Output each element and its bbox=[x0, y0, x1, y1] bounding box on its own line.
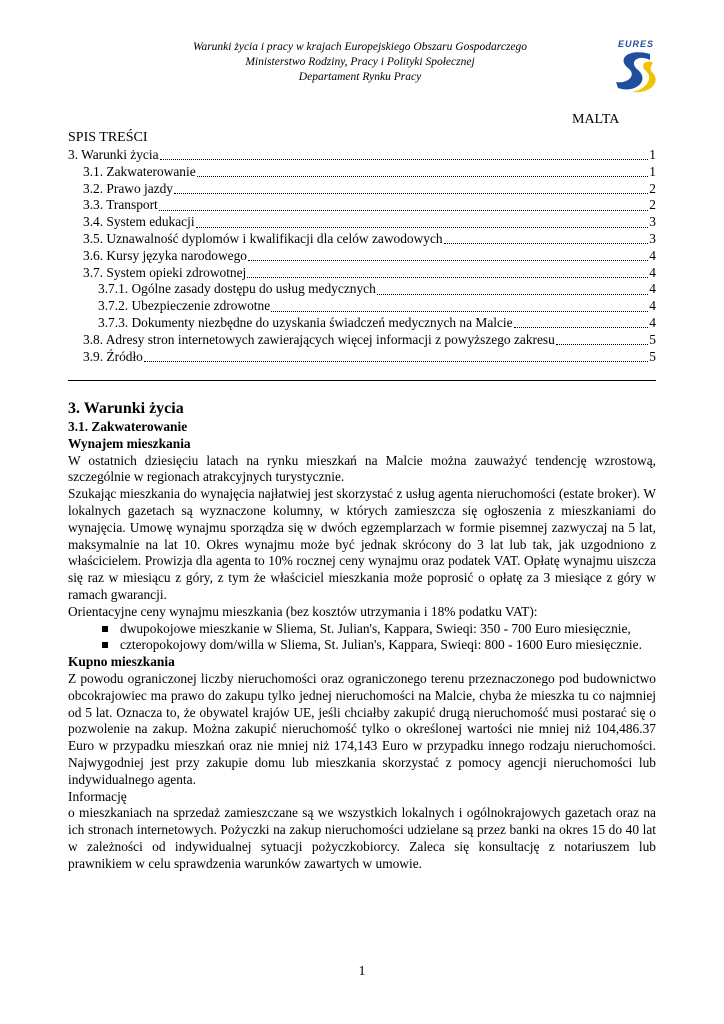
toc-leader-dots bbox=[197, 165, 649, 177]
toc-leader-dots bbox=[377, 283, 649, 295]
paragraph: Szukając mieszkania do wynajęcia najłatwiej jest skorzystać z usług agenta nieruchomości (estate broker). W lokalnych gazetach są wyznaczone kolumny, w których zamieszcza się ogłoszenia z mieszkaniami do wynajęcia. Umowę wynajmu sporządza się w dwóch egzemplarzach w formie pisemnej zazwyczaj na 5 lat, maksymalnie na lat 10. Okres wynajmu może być jednak skrócony do 3 lat lub tak, jak uzgodniono z właścicielem. Prowizja dla agenta to 10% rocznej ceny wynajmu oraz podatek VAT. Opłatę wynajmu uiszcza się raz w miesiącu z góry, z tym że właściciel mieszkania może poprosić o opłatę za 3 miesiące z góry w ramach gwarancji. bbox=[68, 486, 656, 602]
header-line-1: Warunki życia i pracy w krajach Europejskiego Obszaru Gospodarczego bbox=[192, 41, 528, 53]
svg-text:EURES: EURES bbox=[617, 39, 655, 49]
toc-entry[interactable] bbox=[68, 214, 656, 231]
toc-leader-dots bbox=[174, 182, 648, 194]
toc-leader-dots bbox=[556, 333, 648, 345]
toc-leader-dots bbox=[271, 300, 648, 312]
toc-entry[interactable] bbox=[68, 248, 656, 265]
toc-entry-label: 3.2. Prawo jazdy bbox=[83, 180, 173, 196]
toc-entry[interactable] bbox=[68, 298, 656, 315]
table-of-contents bbox=[68, 147, 656, 365]
toc-entry-page: 2 bbox=[649, 197, 656, 213]
divider bbox=[68, 380, 656, 381]
toc-entry-page: 1 bbox=[649, 147, 656, 162]
toc-entry[interactable] bbox=[68, 281, 656, 298]
toc-entry-label: 3.7.2. Ubezpieczenie zdrowotne bbox=[98, 298, 271, 314]
toc-leader-dots bbox=[144, 350, 648, 362]
price-list bbox=[68, 621, 656, 655]
toc-entry-label: 3.5. Uznawalność dyplomów i kwalifikacji dla celów zawodowych bbox=[83, 230, 443, 246]
toc-entry[interactable] bbox=[68, 349, 656, 366]
toc-entry-page: 3 bbox=[649, 214, 656, 230]
section-heading: 3. Warunki życia bbox=[68, 400, 184, 417]
toc-entry-page: 5 bbox=[649, 331, 656, 347]
toc-entry-page: 5 bbox=[649, 348, 656, 364]
toc-entry-page: 4 bbox=[649, 281, 656, 297]
toc-title: SPIS TREŚCI bbox=[68, 130, 148, 145]
toc-entry[interactable] bbox=[68, 181, 656, 198]
toc-entry-label: 3.8. Adresy stron internetowych zawierających więcej informacji z powyższego zakresu bbox=[83, 331, 555, 347]
toc-entry-label: 3.7. System opieki zdrowotnej bbox=[83, 264, 247, 280]
toc-entry[interactable] bbox=[68, 265, 656, 282]
toc-leader-dots bbox=[196, 216, 649, 228]
toc-entry-label: 3.4. System edukacji bbox=[83, 214, 195, 230]
toc-entry[interactable] bbox=[68, 197, 656, 214]
toc-entry-label: 3.7.1. Ogólne zasady dostępu do usług medycznych bbox=[98, 281, 376, 297]
toc-entry-page: 1 bbox=[649, 163, 656, 179]
toc-entry[interactable] bbox=[68, 164, 656, 181]
list-item bbox=[68, 637, 656, 654]
rent-heading: Wynajem mieszkania bbox=[68, 435, 191, 451]
list-item-text: dwupokojowe mieszkanie w Sliema, St. Julian's, Kappara, Swieqi: 350 - 700 Euro miesięcznie, bbox=[120, 620, 631, 636]
toc-entry-label: 3. Warunki życia bbox=[68, 147, 159, 162]
toc-leader-dots bbox=[247, 266, 648, 278]
paragraph: W ostatnich dziesięciu latach na rynku mieszkań na Malcie można zauważyć tendencję wzrostową, szczególnie w regionach atrakcyjnych turystycznie. bbox=[68, 452, 656, 485]
toc-entry-label: 3.6. Kursy języka narodowego bbox=[83, 247, 247, 263]
paragraph: Orientacyjne ceny wynajmu mieszkania (bez kosztów utrzymania i 18% podatku VAT): bbox=[68, 603, 538, 619]
eures-logo bbox=[610, 38, 662, 94]
paragraph: Informację bbox=[68, 788, 127, 804]
paragraph: Z powodu ograniczonej liczby nieruchomości oraz ograniczonego terenu przeznaczonego pod budownictwo obcokrajowiec ma prawo do zakupu tylko jednej nieruchomości na Malcie, chyba że mieszka tu co najmniej od 5 lat. Oznacza to, że obywatel krajów UE, jeśli chciałby zakupić drugą nieruchomość musi postarać się o pozwolenie na zakup. Można zakupić nieruchomość tylko o określonej wartości nie mniej niż 104,486.37 Euro w przypadku mieszkań oraz nie mniej niż 174,143 Euro w przypadku innego rodzaju nieruchomości. Najwygodniej jest przy zakupie domu lub mieszkania skorzystać z pomocy agencji nieruchomości lub indywidualnego agenta. bbox=[68, 670, 656, 787]
toc-entry[interactable] bbox=[68, 147, 656, 164]
toc-leader-dots bbox=[514, 316, 649, 328]
page-number: 1 bbox=[358, 964, 366, 979]
toc-leader-dots bbox=[160, 148, 649, 160]
document-header bbox=[160, 40, 560, 85]
bullet-icon bbox=[102, 642, 108, 648]
country-label: MALTA bbox=[572, 112, 620, 127]
toc-entry-label: 3.9. Źródło bbox=[83, 348, 143, 364]
list-item-text: czteropokojowy dom/willa w Sliema, St. Julian's, Kappara, Swieqi: 800 - 1600 Euro miesięcznie. bbox=[120, 637, 642, 653]
header-line-2: Ministerstwo Rodziny, Pracy i Polityki Społecznej bbox=[245, 56, 475, 68]
toc-entry-page: 2 bbox=[649, 180, 656, 196]
paragraph: o mieszkaniach na sprzedaż zamieszczane są we wszystkich lokalnych i ogólnokrajowych gazetach oraz na ich stronach internetowych. Pożyczki na zakup nieruchomości udzielane są przez banki na okres 15 do 40 lat w zależności od indywidualnej sytuacji pożyczkobiorcy. Zaleca się konsultację z notariuszem lub prawnikiem w celu sprawdzenia warunków zawartych w umowie. bbox=[68, 805, 656, 871]
bullet-icon bbox=[102, 626, 108, 632]
subsection-heading: 3.1. Zakwaterowanie bbox=[68, 419, 188, 434]
toc-entry-page: 3 bbox=[649, 230, 656, 246]
main-content bbox=[68, 399, 656, 873]
toc-entry-label: 3.7.3. Dokumenty niezbędne do uzyskania świadczeń medycznych na Malcie bbox=[98, 314, 513, 330]
toc-leader-dots bbox=[248, 249, 648, 261]
buy-heading: Kupno mieszkania bbox=[68, 654, 175, 670]
toc-entry-page: 4 bbox=[649, 247, 656, 263]
toc-entry-label: 3.3. Transport bbox=[83, 197, 158, 213]
header-line-3: Departament Rynku Pracy bbox=[298, 71, 422, 83]
toc-entry-page: 4 bbox=[649, 314, 656, 330]
toc-entry[interactable] bbox=[68, 231, 656, 248]
toc-entry[interactable] bbox=[68, 315, 656, 332]
toc-entry-page: 4 bbox=[649, 264, 656, 280]
toc-leader-dots bbox=[444, 232, 649, 244]
list-item bbox=[68, 621, 656, 638]
toc-entry-label: 3.1. Zakwaterowanie bbox=[83, 163, 196, 179]
toc-entry-page: 4 bbox=[649, 298, 656, 314]
toc-leader-dots bbox=[159, 199, 649, 211]
toc-entry[interactable] bbox=[68, 332, 656, 349]
